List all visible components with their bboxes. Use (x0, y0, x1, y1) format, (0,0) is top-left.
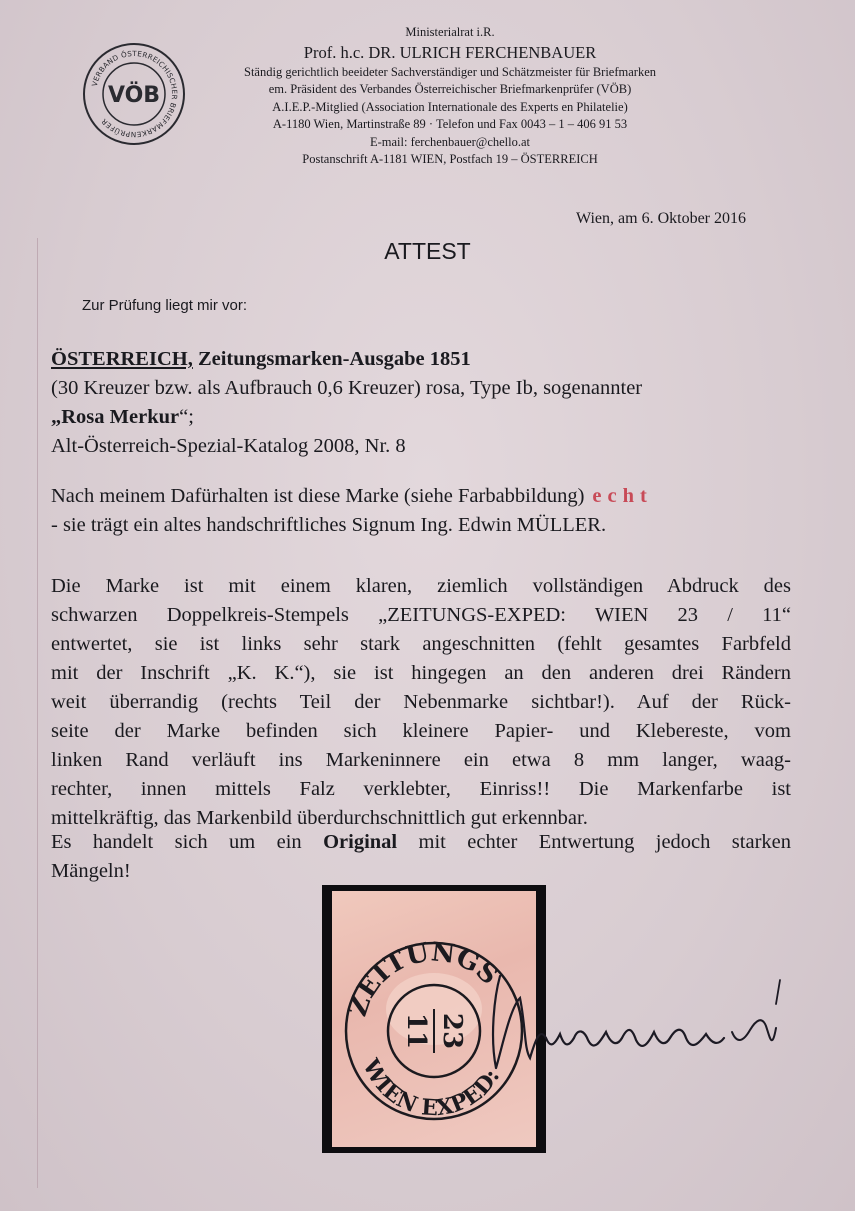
letterhead-postal: Postanschrift A-1181 WIEN, Postfach 19 – ÖSTERREICH (302, 152, 598, 166)
verdict-signum: - sie trägt ein altes handschriftliches Signum Ing. Edwin MÜLLER. (51, 514, 607, 536)
verdict (51, 482, 791, 540)
margin-line (37, 238, 38, 1188)
certificate-title: ATTEST (384, 238, 471, 264)
postmark-bottom-text: WIEN EXPED: (357, 1055, 506, 1122)
letterhead-line: em. Präsident des Verbandes Österreichischer Briefmarkenprüfer (VÖB) (268, 82, 632, 96)
letterhead (190, 24, 710, 169)
description-line: weit überrandig (rechts Teil der Nebenmarke sichtbar!). Auf der Rück- (51, 691, 791, 713)
conclusion-line (51, 828, 791, 857)
item-value-line: (30 Kreuzer bzw. als Aufbrauch 0,6 Kreuzer) rosa, Type Ib, sogenannter (51, 377, 643, 399)
description-line: mittelkräftig, das Markenbild überdurchschnittlich gut erkennbar. (51, 807, 588, 829)
verdict-text: Nach meinem Dafürhalten ist diese Marke (siehe Farbabbildung) (51, 485, 585, 507)
expert-name: Prof. h.c. DR. ULRICH FERCHENBAUER (303, 42, 597, 62)
certificate-date: Wien, am 6. Oktober 2016 (576, 210, 746, 227)
handwritten-signature (480, 968, 790, 1078)
description-line: Die Marke ist mit einem klaren, ziemlich vollständigen Abdruck des (51, 575, 791, 597)
description-line: schwarzen Doppelkreis-Stempels „ZEITUNGS-EXPED: WIEN 23 / 11“ (51, 604, 791, 626)
item-nickname: „Rosa Merkur (51, 406, 180, 428)
postmark-month: 11 (401, 1012, 431, 1050)
conclusion-original: Original (323, 831, 398, 853)
description-line: linken Rand verläuft ins Markeninnere ein etwa 8 mm langer, waag- (51, 749, 791, 771)
voeb-seal-icon (82, 42, 186, 146)
condition-description (51, 572, 791, 833)
letterhead-line: Ständig gerichtlich beeideter Sachverständiger und Schätzmeister für Briefmarken (244, 64, 656, 79)
item-country: ÖSTERREICH, (51, 348, 193, 370)
seal-ring-text: VERBAND ÖSTERREICHISCHER BRIEFMARKENPRÜFER (89, 48, 180, 140)
intro-text: Zur Prüfung liegt mir vor: (82, 297, 248, 314)
letterhead-line: A.I.E.P.-Mitglied (Association Internationale des Experts en Philatelie) (272, 99, 628, 114)
conclusion-pre: Es handelt sich um ein (51, 831, 324, 853)
postmark-day: 23 (437, 1012, 467, 1050)
item-description (51, 345, 791, 461)
letterhead-address: A-1180 Wien, Martinstraße 89 · Telefon und Fax 0043 – 1 – 406 91 53 (272, 117, 628, 131)
conclusion (51, 828, 791, 886)
item-catalog: Alt-Österreich-Spezial-Katalog 2008, Nr. 8 (51, 435, 406, 457)
conclusion-line2: Mängeln! (51, 860, 131, 882)
description-line: rechter, innen mittels Falz verklebter, Einriss!! Die Markenfarbe ist (51, 778, 791, 800)
verdict-result: echt (592, 485, 653, 507)
letterhead-email: E-mail: ferchenbauer@chello.at (369, 134, 531, 149)
conclusion-post: mit echter Entwertung jedoch starken (397, 831, 791, 853)
item-issue: Zeitungsmarken-Ausgabe 1851 (192, 348, 471, 370)
description-line: entwertet, sie ist links sehr stark angeschnitten (fehlt gesamtes Farbfeld (51, 633, 791, 655)
description-line: mit der Inschrift „K. K.“), sie ist hingegen an den anderen drei Rändern (51, 662, 791, 684)
seal-center-text: VÖB (107, 83, 161, 108)
description-line: seite der Marke befinden sich kleinere Papier- und Klebereste, vom (51, 720, 791, 742)
item-nickname-end: “; (179, 406, 194, 428)
postmark-top-text: ZEITUNGS (342, 937, 504, 1020)
letterhead-title-line: Ministerialrat i.R. (405, 25, 495, 39)
